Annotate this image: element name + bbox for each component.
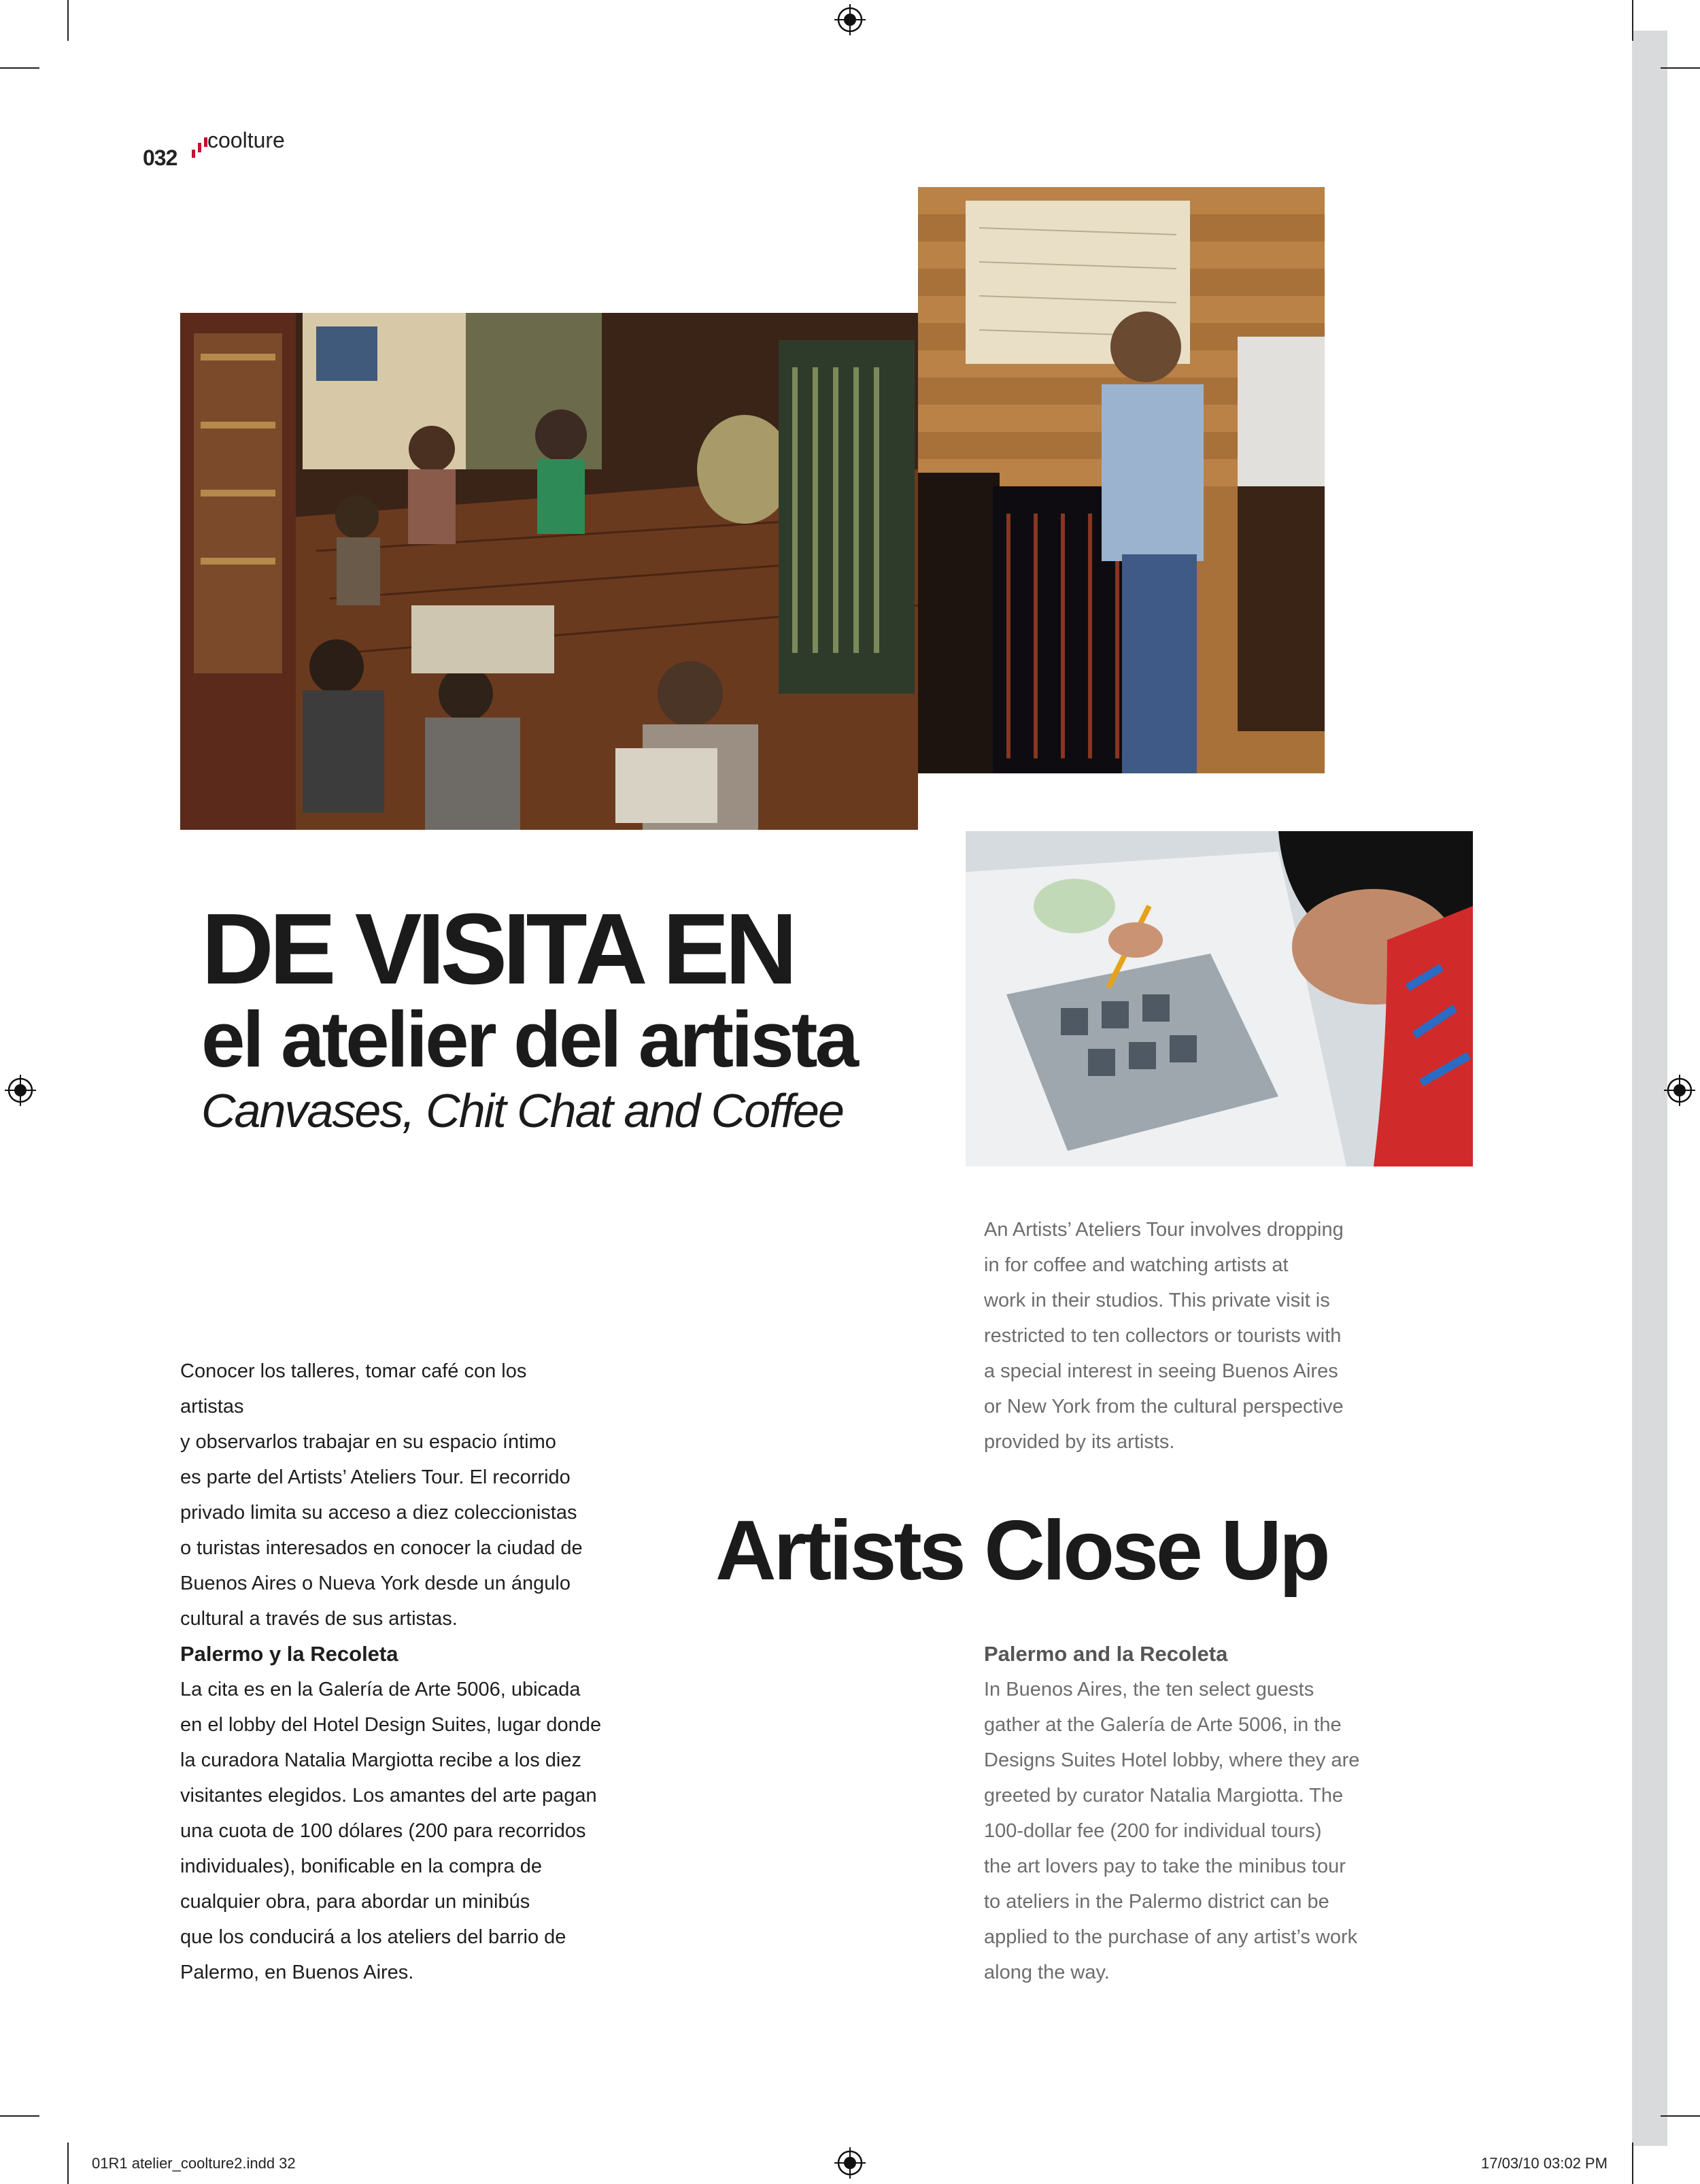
crop-mark: [1632, 2143, 1633, 2184]
artist-drawing-photo: [966, 831, 1473, 1166]
registration-mark-icon: [5, 1075, 36, 1106]
slug-datetime: 17/03/10 03:02 PM: [1481, 2155, 1608, 2172]
crop-mark: [1661, 67, 1700, 69]
registration-mark-icon: [1664, 1075, 1695, 1106]
studio-group-photo: [180, 313, 918, 830]
crop-mark: [67, 0, 69, 41]
crop-mark: [1661, 2115, 1700, 2117]
bleed-strip: [1632, 31, 1667, 2146]
english-title: Artists Close Up: [715, 1504, 1328, 1598]
headline-deck: Canvases, Chit Chat and Coffee: [201, 1084, 843, 1137]
page-number: 032: [143, 146, 177, 170]
artist-speaking-photo: [918, 187, 1325, 773]
section-name: coolture: [207, 128, 285, 152]
spanish-subhead: Palermo y la Recoleta: [180, 1642, 398, 1666]
registration-mark-icon: [834, 4, 866, 35]
english-body: Palermo and la Recoleta In Buenos Aires, the ten select guests gather at the Galería de Arte 5006, in the Designs Suites Hotel lobby, where they are greeted by curator Natalia Margiotta. The 100-dollar fee (200 for individual tours) the art lovers pay to take the minibus tour to ateliers in the Palermo district can be applied to the purchase of any artist’s work along the way.: [984, 1636, 1378, 1990]
headline-line2: el atelier del artista: [201, 995, 856, 1083]
spanish-body: Palermo y la Recoleta La cita es en la Galería de Arte 5006, ubicada en el lobby del Hotel Design Suites, lugar donde la curadora Natalia Margiotta recibe a los diez visitantes elegidos. Los amantes del arte pagan una cuota de 100 dólares (200 para recorridos individuales), bonificable en la compra de cualquier obra, para abordar un minibús que los conducirá a los ateliers del barrio de Palermo, en Buenos Aires.: [180, 1636, 602, 1990]
spanish-intro: Conocer los talleres, tomar café con los artistas y observarlos trabajar en su espacio íntimo es parte del Artists’ Ateliers Tour. El recorrido privado limita su acceso a diez coleccionistas o turistas interesados en conocer la ciudad de Buenos Aires o Nueva York desde un ángulo cultural a través de sus artistas.: [180, 1360, 583, 1630]
crop-mark: [0, 2115, 39, 2117]
crop-mark: [0, 67, 39, 69]
slug-filename: 01R1 atelier_coolture2.indd 32: [92, 2155, 296, 2172]
crop-mark: [67, 2143, 69, 2184]
registration-mark-icon: [834, 2147, 866, 2179]
headline-line1: DE VISITA EN: [201, 893, 793, 1005]
crop-mark: [1632, 0, 1633, 41]
english-subhead: Palermo and la Recoleta: [984, 1642, 1228, 1666]
english-intro: An Artists’ Ateliers Tour involves dropping in for coffee and watching artists at work in their studios. This private visit is restricted to ten collectors or tourists with a special interest in seeing Buenos Aires or New York from the cultural perspective provided by its artists.: [984, 1219, 1344, 1453]
